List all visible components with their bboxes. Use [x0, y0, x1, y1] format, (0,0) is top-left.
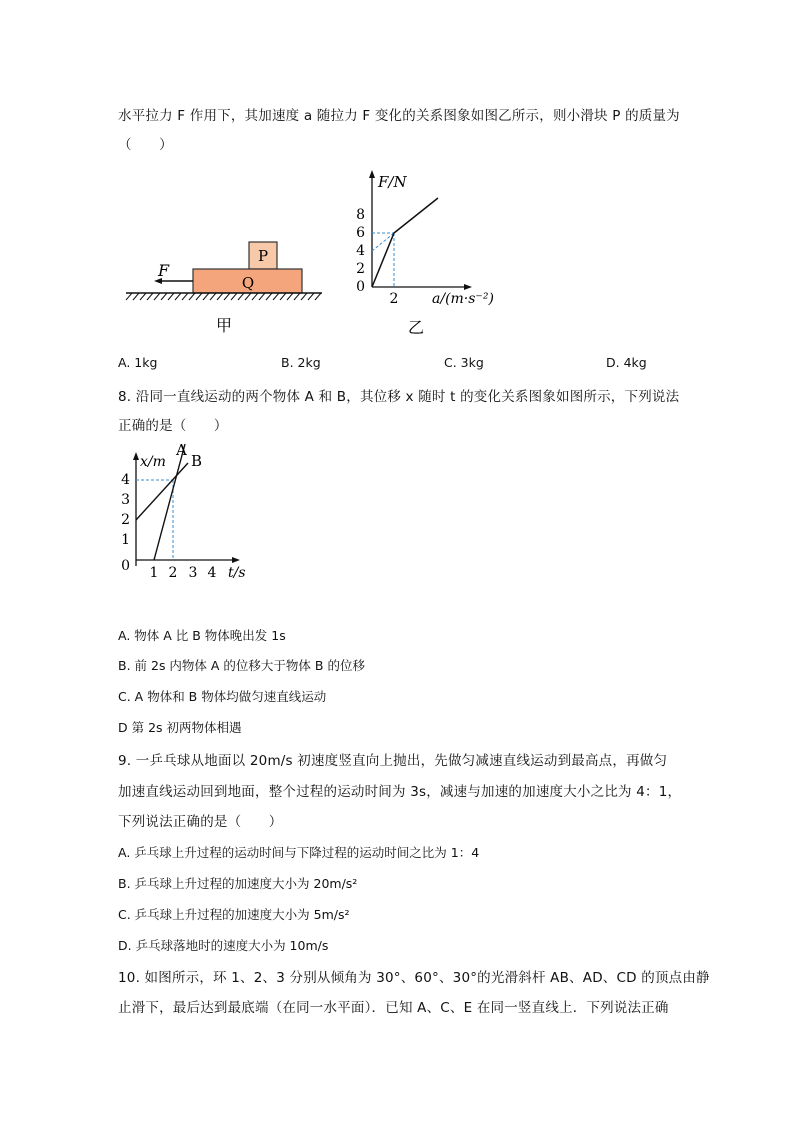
q7-option-c[interactable]: C. 3kg — [444, 355, 484, 370]
q7-text-line2: （ ） — [118, 137, 173, 153]
q8-xtick-1: 1 — [149, 565, 159, 581]
q8-ytick-4: 4 — [121, 472, 130, 488]
yi-ytick-2: 2 — [356, 261, 365, 277]
yi-ytick-6: 6 — [356, 225, 365, 241]
yi-y-arrowhead — [369, 170, 375, 178]
q8-option-b[interactable]: B. 前 2s 内物体 A 的位移大于物体 B 的位移 — [118, 658, 365, 673]
q8-y-arrowhead — [133, 452, 139, 460]
q8-ylabel: x/m — [140, 454, 166, 470]
q8-label-a: A — [176, 441, 187, 459]
yi-xtick-2: 2 — [389, 291, 399, 307]
q8-xtick-3: 3 — [188, 565, 198, 581]
q7-text-line1: 水平拉力 F 作用下，其加速度 a 随拉力 F 变化的关系图象如图乙所示，则小滑块 P 的质量为 — [118, 108, 680, 124]
q8-option-a[interactable]: A. 物体 A 比 B 物体晚出发 1s — [118, 628, 286, 643]
q8-x-arrowhead — [232, 557, 240, 563]
yi-ytick-4: 4 — [356, 243, 365, 259]
q8-ytick-2: 2 — [121, 512, 130, 528]
block-q-label: Q — [241, 274, 255, 292]
yi-x-arrowhead — [464, 284, 472, 290]
q9-text-line2: 加速直线运动回到地面，整个过程的运动时间为 3s，减速与加速的加速度大小之比为 4：1， — [118, 784, 682, 800]
figure-jia — [118, 238, 330, 338]
block-p-label: P — [257, 247, 269, 265]
q9-option-a[interactable]: A. 乒乓球上升过程的运动时间与下降过程的运动时间之比为 1：4 — [118, 845, 480, 860]
figure-yi — [350, 165, 510, 340]
q8-option-d[interactable]: D 第 2s 初两物体相遇 — [118, 720, 242, 735]
q7-option-b[interactable]: B. 2kg — [281, 355, 321, 370]
force-label: F — [158, 261, 170, 280]
caption-jia: 甲 — [215, 316, 233, 335]
yi-ytick-8: 8 — [356, 207, 365, 223]
q8-ytick-0: 0 — [121, 558, 130, 574]
q8-text-line1: 8. 沿同一直线运动的两个物体 A 和 B，其位移 x 随时 t 的变化关系图象如图所示，下列说法 — [118, 389, 680, 405]
q9-option-c[interactable]: C. 乒乓球上升过程的加速度大小为 5m/s² — [118, 907, 350, 922]
q7-option-a[interactable]: A. 1kg — [118, 355, 158, 370]
q8-option-c[interactable]: C. A 物体和 B 物体均做匀速直线运动 — [118, 689, 327, 704]
q8-xtick-2: 2 — [168, 565, 178, 581]
q8-label-b: B — [191, 452, 203, 470]
q9-option-b[interactable]: B. 乒乓球上升过程的加速度大小为 20m/s² — [118, 876, 358, 891]
q8-xtick-4: 4 — [207, 565, 217, 581]
q9-text-line1: 9. 一乒乓球从地面以 20m/s 初速度竖直向上抛出，先做匀减速直线运动到最高点，再做匀 — [118, 753, 668, 769]
yi-xlabel: a/(m·s⁻²) — [432, 291, 494, 307]
q10-text-line1: 10. 如图所示，环 1、2、3 分别从倾角为 30°、60°、30°的光滑斜杆 AB、AD、CD 的顶点由静 — [118, 970, 710, 986]
q9-option-d[interactable]: D. 乒乓球落地时的速度大小为 10m/s — [118, 938, 329, 953]
q8-xlabel: t/s — [228, 565, 246, 581]
q8-text-line2: 正确的是（ ） — [118, 418, 228, 434]
q8-line-b — [136, 463, 188, 520]
q9-text-line3: 下列说法正确的是（ ） — [118, 814, 283, 830]
figure-q8 — [118, 440, 253, 582]
q7-option-d[interactable]: D. 4kg — [606, 355, 647, 370]
yi-ylabel: F/N — [378, 173, 407, 191]
yi-ytick-0: 0 — [356, 279, 365, 295]
yi-graph-line — [372, 198, 438, 287]
ground-hatch — [126, 293, 321, 300]
q8-ytick-1: 1 — [121, 532, 130, 548]
caption-yi: 乙 — [407, 318, 425, 337]
q10-text-line2: 止滑下，最后达到最底端（在同一水平面）．已知 A、C、E 在同一竖直线上．下列说法正确 — [118, 1000, 669, 1016]
q8-ytick-3: 3 — [121, 492, 130, 508]
